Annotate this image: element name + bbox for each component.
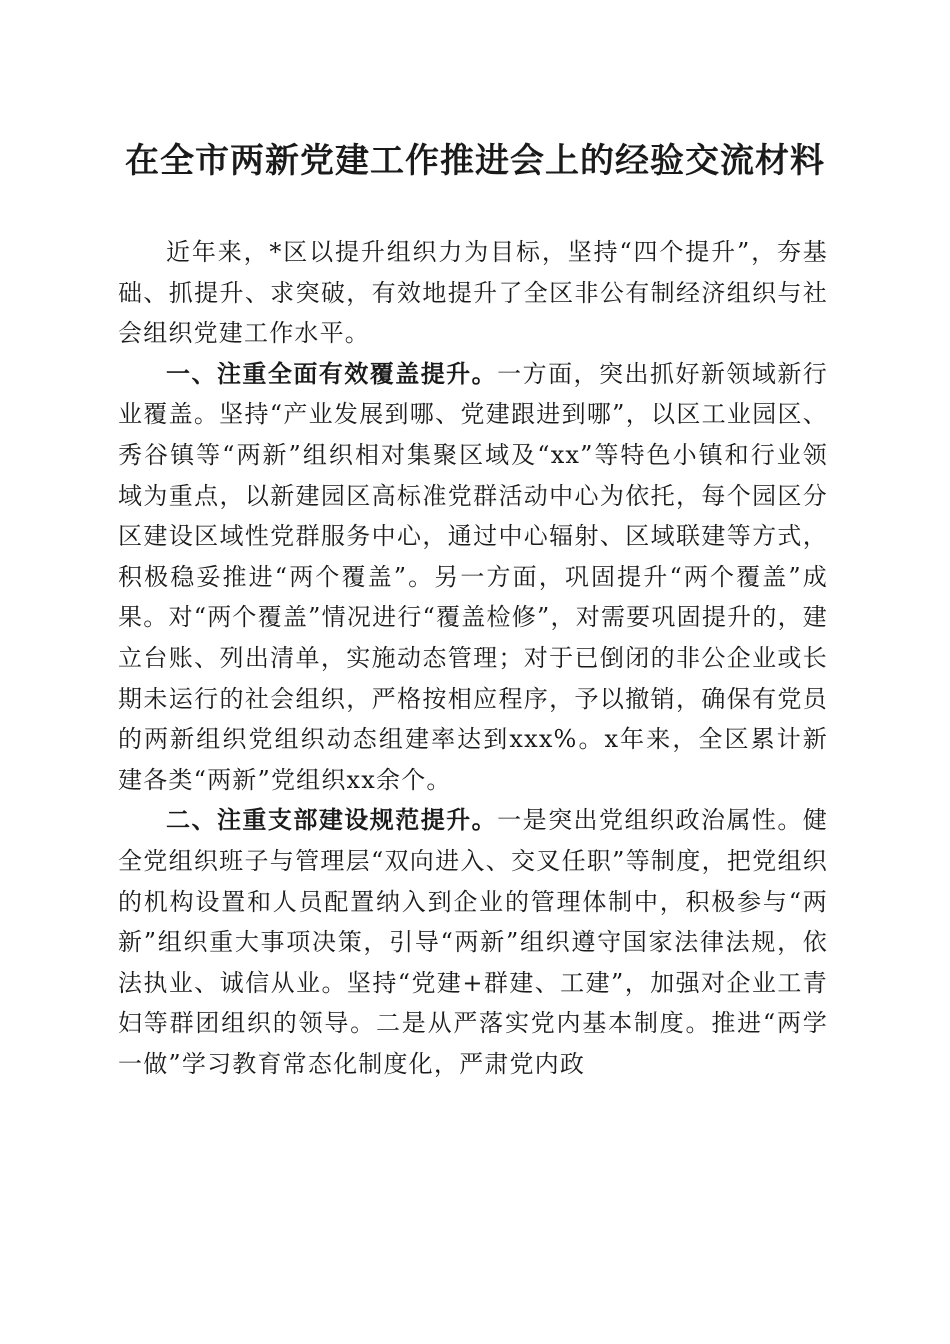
paragraph-section-1 <box>118 354 828 801</box>
paragraph-text: 一方面，突出抓好新领域新行业覆盖。坚持“产业发展到哪、党建跟进到哪”，以区工业园区、秀谷镇等“两新”组织相对集聚区域及“xx”等特色小镇和行业领域为重点，以新建园区高标准党群活动中心为依托，每个园区分区建设区域性党群服务中心，通过中心辐射、区域联建等方式，积极稳妥推进“两个覆盖”。另一方面，巩固提升“两个覆盖”成果。对“两个覆盖”情况进行“覆盖检修”，对需要巩固提升的，建立台账、列出清单，实施动态管理；对于已倒闭的非公企业或长期未运行的社会组织，严格按相应程序，予以撤销，确保有党员的两新组织党组织动态组建率达到xxx%。x年来，全区累计新建各类“两新”党组织xx余个。 <box>118 359 828 794</box>
document-body <box>118 232 828 1084</box>
paragraph-intro <box>118 232 828 354</box>
section-heading: 一、注重全面有效覆盖提升。 <box>166 359 498 388</box>
paragraph-text: 一是突出党组织政治属性。健全党组织班子与管理层“双向进入、交叉任职”等制度，把党组织的机构设置和人员配置纳入到企业的管理体制中，积极参与“两新”组织重大事项决策，引导“两新”组织遵守国家法律法规，依法执业、诚信从业。坚持“党建+群建、工建”，加强对企业工青妇等群团组织的领导。二是从严落实党内基本制度。推进“两学一做”学习教育常态化制度化，严肃党内政 <box>118 806 828 1078</box>
section-heading: 二、注重支部建设规范提升。 <box>166 806 498 835</box>
paragraph-text: 近年来，*区以提升组织力为目标，坚持“四个提升”，夯基础、抓提升、求突破，有效地提升了全区非公有制经济组织与社会组织党建工作水平。 <box>118 238 828 348</box>
paragraph-section-2 <box>118 800 828 1084</box>
document-title: 在全市两新党建工作推进会上的经验交流材料 <box>125 141 825 181</box>
